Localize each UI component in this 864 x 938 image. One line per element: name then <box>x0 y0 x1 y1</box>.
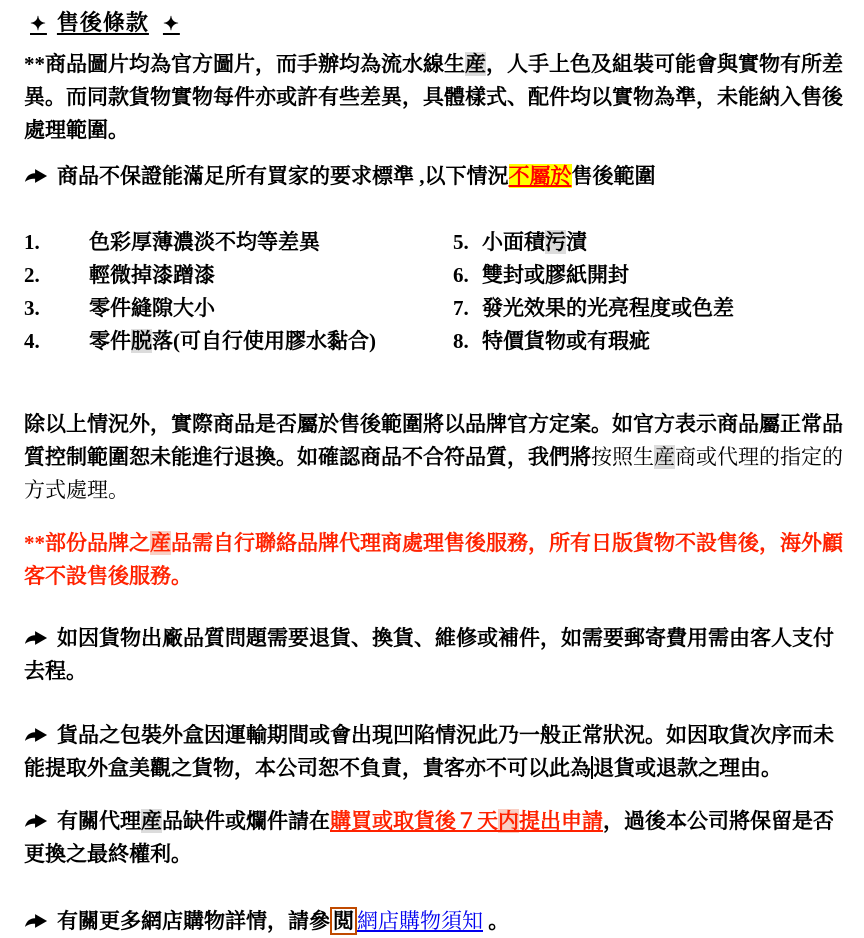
right-arrow-icon <box>24 630 48 646</box>
variant-shaded-char: 脱 <box>131 329 152 353</box>
star-icon: ✦ <box>162 14 180 35</box>
page-title-text: 售後條款 <box>56 10 149 35</box>
store-shopping-guide-link[interactable]: 網店購物須知 <box>357 909 483 933</box>
variant-shaded-char: 産 <box>150 531 171 555</box>
list-item <box>453 226 846 259</box>
list-item <box>24 226 453 259</box>
list-item-text: 小面積 <box>482 230 545 254</box>
list-item-number: 2. <box>24 263 40 287</box>
agency-text: 品缺件或爛件請在 <box>162 809 330 833</box>
deadline-highlight: 購買或取貨後７天 <box>330 809 498 833</box>
more-info-paragraph <box>24 905 846 938</box>
agency-text: 有關代理 <box>57 809 141 833</box>
list-item-text: 發光效果的光亮程度或色差 <box>482 296 734 320</box>
intro-text: **商品圖片均為官方圖片，而手辦均為流水線生 <box>24 52 465 76</box>
star-icon: ✦ <box>30 14 47 35</box>
page-title <box>30 6 846 41</box>
list-item-number: 8. <box>453 329 469 353</box>
variant-shaded-char: 産 <box>465 52 486 76</box>
notice-text: 售後範圍 <box>571 164 656 188</box>
right-arrow-icon <box>24 913 48 929</box>
right-arrow-icon <box>24 813 48 829</box>
decision-text: 按照生 <box>591 445 654 469</box>
list-item <box>453 325 846 358</box>
list-item <box>453 292 846 325</box>
shipping-paragraph <box>24 622 846 688</box>
right-arrow-icon <box>24 727 48 743</box>
list-item-number: 6. <box>453 263 469 287</box>
intro-text: ，人手上色及組裝可能會與實物有所差異。而同款貨物實物每件亦或許有些差異，具體樣式、配件均以實物為準，未能納入售後處理範圍。 <box>24 52 843 142</box>
decision-text: 除以上情況外，實際商品是否屬於售後範圍將以品牌官方定案。如官方表示商品屬正常品質控制範圍恕未能進行退換。如確認商品不合符品質，我們將 <box>24 412 843 469</box>
list-item-number: 5. <box>453 230 469 254</box>
packaging-paragraph <box>24 719 846 785</box>
list-item-text: 特價貨物或有瑕疵 <box>482 329 650 353</box>
list-item-number: 7. <box>453 296 469 320</box>
list-item <box>453 259 846 292</box>
list-item-number: 3. <box>24 296 40 320</box>
list-item-text: 落(可自行使用膠水黏合) <box>152 329 376 353</box>
list-item-text: 輕微掉漆蹭漆 <box>89 263 215 287</box>
variant-shaded-char: 産 <box>654 445 675 469</box>
shipping-text: 如因貨物出廠品質問題需要退貨、換貨、維修或補件，如需要郵寄費用需由客人支付去程。 <box>24 626 834 683</box>
more-info-text: 有關更多網店購物詳情，請參 <box>57 909 330 933</box>
list-item-text: 漬 <box>566 230 587 254</box>
boxed-char: 閲 <box>330 907 357 935</box>
agency-text: ，過後本公司將保留是否更換之最終權利。 <box>24 809 834 866</box>
notice-text: 商品不保證能滿足所有買家的要求標準 ,以下情況 <box>57 164 509 188</box>
decision-paragraph <box>24 408 846 507</box>
intro-paragraph <box>24 48 846 147</box>
exclusion-list-left-column <box>24 226 453 358</box>
notice-paragraph <box>24 160 846 193</box>
list-item-text: 零件 <box>89 329 131 353</box>
list-item <box>24 259 453 292</box>
more-info-text: 。 <box>483 909 510 933</box>
packaging-text: 退貨或退款之理由。 <box>593 756 782 780</box>
list-item <box>24 325 453 358</box>
list-item-text: 雙封或膠紙開封 <box>482 263 629 287</box>
excluded-highlight: 不屬於 <box>508 164 572 188</box>
list-item-text: 零件縫隙大小 <box>89 296 215 320</box>
exclusion-list-right-column <box>453 226 846 358</box>
brand-note-text: 品需自行聯絡品牌代理商處理售後服務，所有日版貨物不設售後，海外顧客不設售後服務。 <box>24 531 843 588</box>
list-item <box>24 292 453 325</box>
variant-shaded-char: 内 <box>498 809 519 833</box>
right-arrow-icon <box>24 168 48 184</box>
exclusion-list <box>24 226 846 358</box>
variant-shaded-char: 産 <box>141 809 162 833</box>
brand-note-paragraph <box>24 527 846 593</box>
agency-paragraph <box>24 805 846 871</box>
packaging-text: 貨品之包裝外盒因運輸期間或會出現凹陷情況此乃一般正常狀況。如因取貨次序而未能提取外盒美觀之貨物，本公司恕不負責，貴客亦不可以此為 <box>24 723 834 780</box>
deadline-highlight: 提出申請 <box>519 809 603 833</box>
variant-shaded-char: 污 <box>545 230 566 254</box>
list-item-number: 4. <box>24 329 40 353</box>
list-item-text: 色彩厚薄濃淡不均等差異 <box>89 230 320 254</box>
list-item-number: 1. <box>24 230 40 254</box>
decision-text: 商或代理的指定的方式處理。 <box>24 445 843 502</box>
brand-note-text: **部份品牌之 <box>24 531 150 555</box>
